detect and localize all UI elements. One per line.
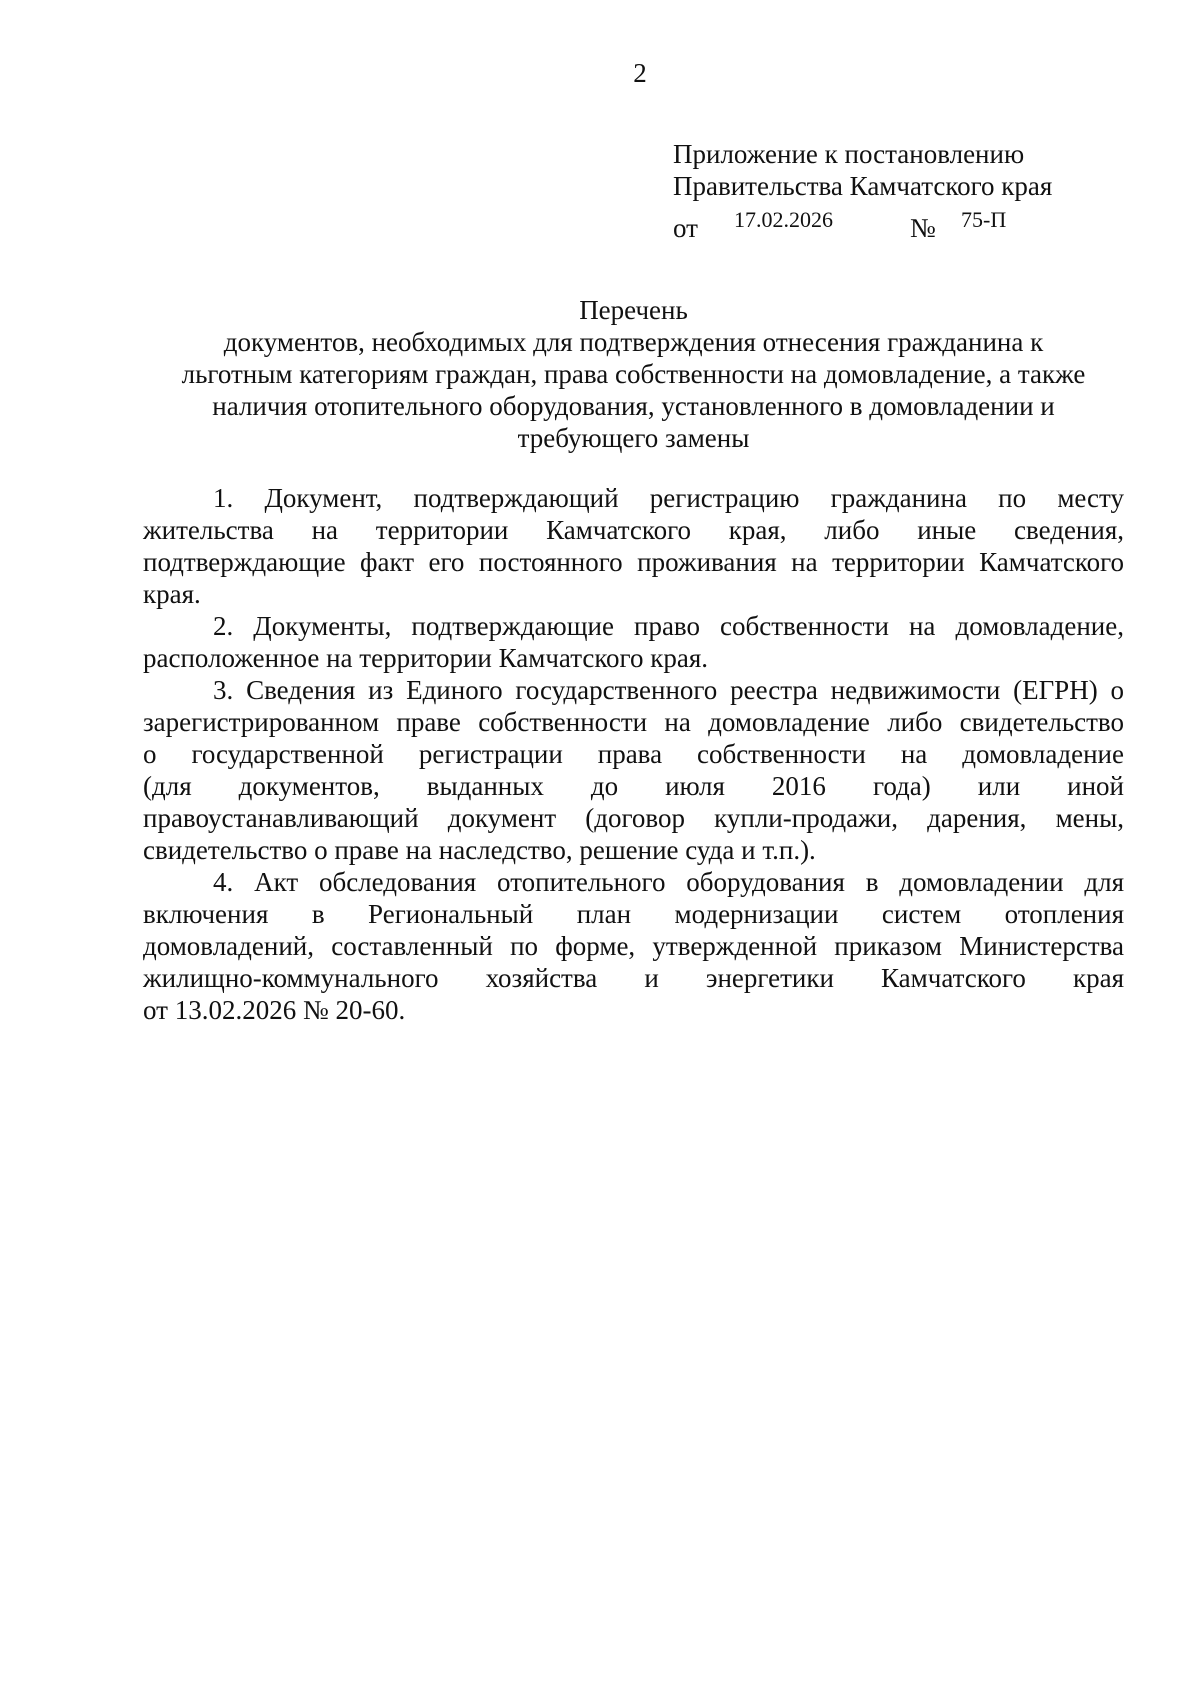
list-item-line: 1. Документ, подтверждающий регистрацию гражданина по месту <box>213 483 1124 513</box>
list-item-line: расположенное на территории Камчатского края. <box>143 643 708 673</box>
title-line: льготным категориям граждан, права собственности на домовладение, а также <box>181 359 1086 389</box>
list-item-line: свидетельство о праве на наследство, решение суда и т.п.). <box>143 835 816 865</box>
appendix-ot-label: от <box>673 213 698 243</box>
document-body <box>143 482 1124 1026</box>
list-item-line: 3. Сведения из Единого государственного реестра недвижимости (ЕГРН) о <box>213 675 1124 705</box>
list-item-line: о государственной регистрации права собственности на домовладение <box>143 739 1124 769</box>
list-item-line: зарегистрированном праве собственности на домовладение либо свидетельство <box>143 707 1124 737</box>
list-item-line: жительства на территории Камчатского края, либо иные сведения, <box>143 515 1124 545</box>
appendix-line-2: Правительства Камчатского края <box>673 171 1053 201</box>
page-number: 2 <box>633 58 647 88</box>
title-line: документов, необходимых для подтверждения отнесения гражданина к <box>223 327 1044 357</box>
list-item-line: домовладений, составленный по форме, утвержденной приказом Министерства <box>143 931 1124 961</box>
title-line: требующего замены <box>517 423 750 453</box>
title-line: наличия отопительного оборудования, установленного в домовладении и <box>212 391 1055 421</box>
appendix-line-1: Приложение к постановлению <box>673 139 1025 169</box>
list-item-2 <box>143 610 1124 674</box>
appendix-number-sign: № <box>910 213 936 243</box>
list-item-4 <box>143 866 1124 1026</box>
list-item-line: края. <box>143 579 201 609</box>
list-item-3 <box>143 674 1124 866</box>
list-item-line: правоустанавливающий документ (договор купли-продажи, дарения, мены, <box>143 803 1124 833</box>
appendix-date: 17.02.2026 <box>734 207 833 232</box>
list-item-1 <box>143 482 1124 610</box>
list-item-line: 2. Документы, подтверждающие право собственности на домовладение, <box>213 611 1124 641</box>
list-item-line: от 13.02.2026 № 20-60. <box>143 995 406 1025</box>
list-item-line: 4. Акт обследования отопительного оборудования в домовладении для <box>213 867 1124 897</box>
list-item-line: жилищно-коммунального хозяйства и энергетики Камчатского края <box>143 963 1124 993</box>
list-item-line: (для документов, выданных до июля 2016 года) или иной <box>143 771 1124 801</box>
list-item-line: подтверждающие факт его постоянного проживания на территории Камчатского <box>143 547 1124 577</box>
appendix-header <box>673 138 1053 243</box>
document-title <box>143 294 1124 454</box>
title-heading: Перечень <box>579 295 688 325</box>
list-item-line: включения в Региональный план модернизации систем отопления <box>143 899 1124 929</box>
appendix-number: 75-П <box>961 207 1007 232</box>
appendix-date-line <box>673 202 1052 243</box>
